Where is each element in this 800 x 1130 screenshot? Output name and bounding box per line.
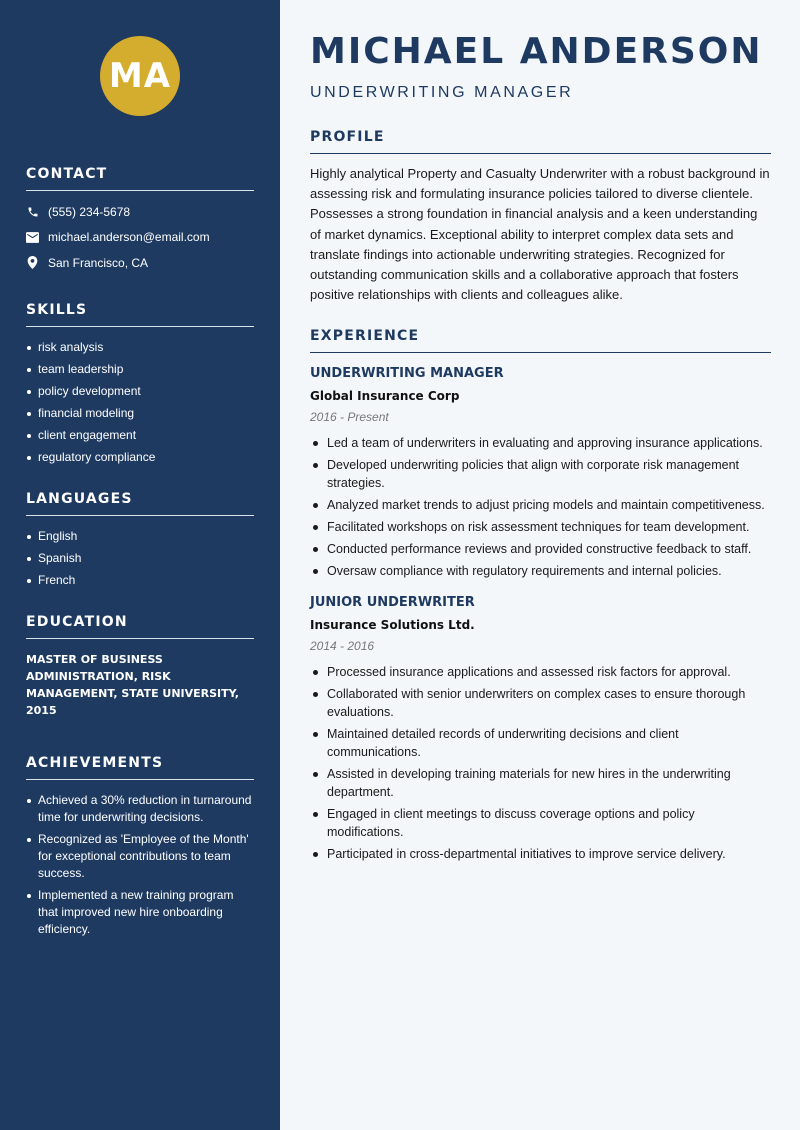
job-bullet: Developed underwriting policies that align with corporate risk management strategies. [310,456,771,492]
language-item: Spanish [26,550,254,567]
skill-item: policy development [26,383,254,400]
achievement-item: Recognized as 'Employee of the Month' for exceptional contributions to team success. [26,831,254,882]
job-entry [310,366,771,580]
skills-section [26,302,254,466]
job-title: UNDERWRITING MANAGER [310,366,504,382]
education-section [26,614,254,719]
languages-list [26,528,254,589]
profile-heading: PROFILE [310,129,771,154]
achievement-item: Achieved a 30% reduction in turnaround time for underwriting decisions. [26,792,254,826]
skill-item: team leadership [26,361,254,378]
skill-item: client engagement [26,427,254,444]
job-bullet: Participated in cross-departmental initiatives to improve service delivery. [310,845,771,863]
avatar: MA [100,36,180,116]
main-content [310,30,771,867]
job-bullet: Facilitated workshops on risk assessment techniques for team development. [310,518,771,536]
job-bullet: Oversaw compliance with regulatory requirements and internal policies. [310,562,771,580]
achievements-section [26,755,254,938]
job-dates: 2014 - 2016 [310,639,375,654]
languages-heading: LANGUAGES [26,491,254,516]
job-bullet: Led a team of underwriters in evaluating and approving insurance applications. [310,434,771,452]
phone-icon [26,205,39,218]
contact-email [26,229,254,246]
achievements-list [26,792,254,938]
job-dates: 2016 - Present [310,410,389,425]
job-title: JUNIOR UNDERWRITER [310,595,475,611]
profile-text: Highly analytical Property and Casualty Underwriter with a robust background in assessing risk and formulating insurance policies tailored to diverse clientele. Possesses a strong foundation in financial analysis and a keen understanding of market dynamics. Exceptional ability to interpret complex data sets and translate findings into actionable underwriting strategies. Recognized for outstanding communication skills and a collaborative approach that fosters positive relationships with clients and colleagues alike. [310,166,770,303]
location-pin-icon [26,256,39,269]
job-bullet: Conducted performance reviews and provided constructive feedback to staff. [310,540,771,558]
job-company: Global Insurance Corp [310,389,460,404]
job-bullet: Assisted in developing training materials for new hires in the underwriting department. [310,765,771,801]
education-heading: EDUCATION [26,614,254,639]
skill-item: risk analysis [26,339,254,356]
language-item: English [26,528,254,545]
skills-heading: SKILLS [26,302,254,327]
education-entry: MASTER OF BUSINESS ADMINISTRATION, RISK MANAGEMENT, STATE UNIVERSITY, 2015 [26,653,239,717]
achievements-heading: ACHIEVEMENTS [26,755,254,780]
email-text: michael.anderson@email.com [48,230,210,244]
experience-section [310,328,771,863]
language-item: French [26,572,254,589]
profile-section [310,129,771,305]
job-bullet: Engaged in client meetings to discuss coverage options and policy modifications. [310,805,771,841]
achievement-item: Implemented a new training program that improved new hire onboarding efficiency. [26,887,254,938]
job-bullet: Maintained detailed records of underwriting decisions and client communications. [310,725,771,761]
experience-heading: EXPERIENCE [310,328,771,353]
phone-text: (555) 234-5678 [48,204,131,219]
job-bullets [310,663,771,863]
job-bullet: Processed insurance applications and assessed risk factors for approval. [310,663,771,681]
job-bullets [310,434,771,580]
languages-section [26,491,254,589]
job-company: Insurance Solutions Ltd. [310,618,475,633]
job-bullet: Collaborated with senior underwriters on complex cases to ensure thorough evaluations. [310,685,771,721]
skills-list [26,339,254,466]
location-text: San Francisco, CA [48,255,149,270]
job-bullet: Analyzed market trends to adjust pricing models and maintain competitiveness. [310,496,771,514]
contact-heading: CONTACT [26,166,254,191]
mail-icon [26,231,39,244]
contact-phone [26,203,254,220]
job-entry [310,595,771,863]
skill-item: financial modeling [26,405,254,422]
candidate-title: UNDERWRITING MANAGER [310,84,574,101]
candidate-name: MICHAEL ANDERSON [310,31,763,72]
contact-section [26,166,254,271]
contact-location [26,254,254,271]
skill-item: regulatory compliance [26,449,254,466]
sidebar [0,0,280,1130]
